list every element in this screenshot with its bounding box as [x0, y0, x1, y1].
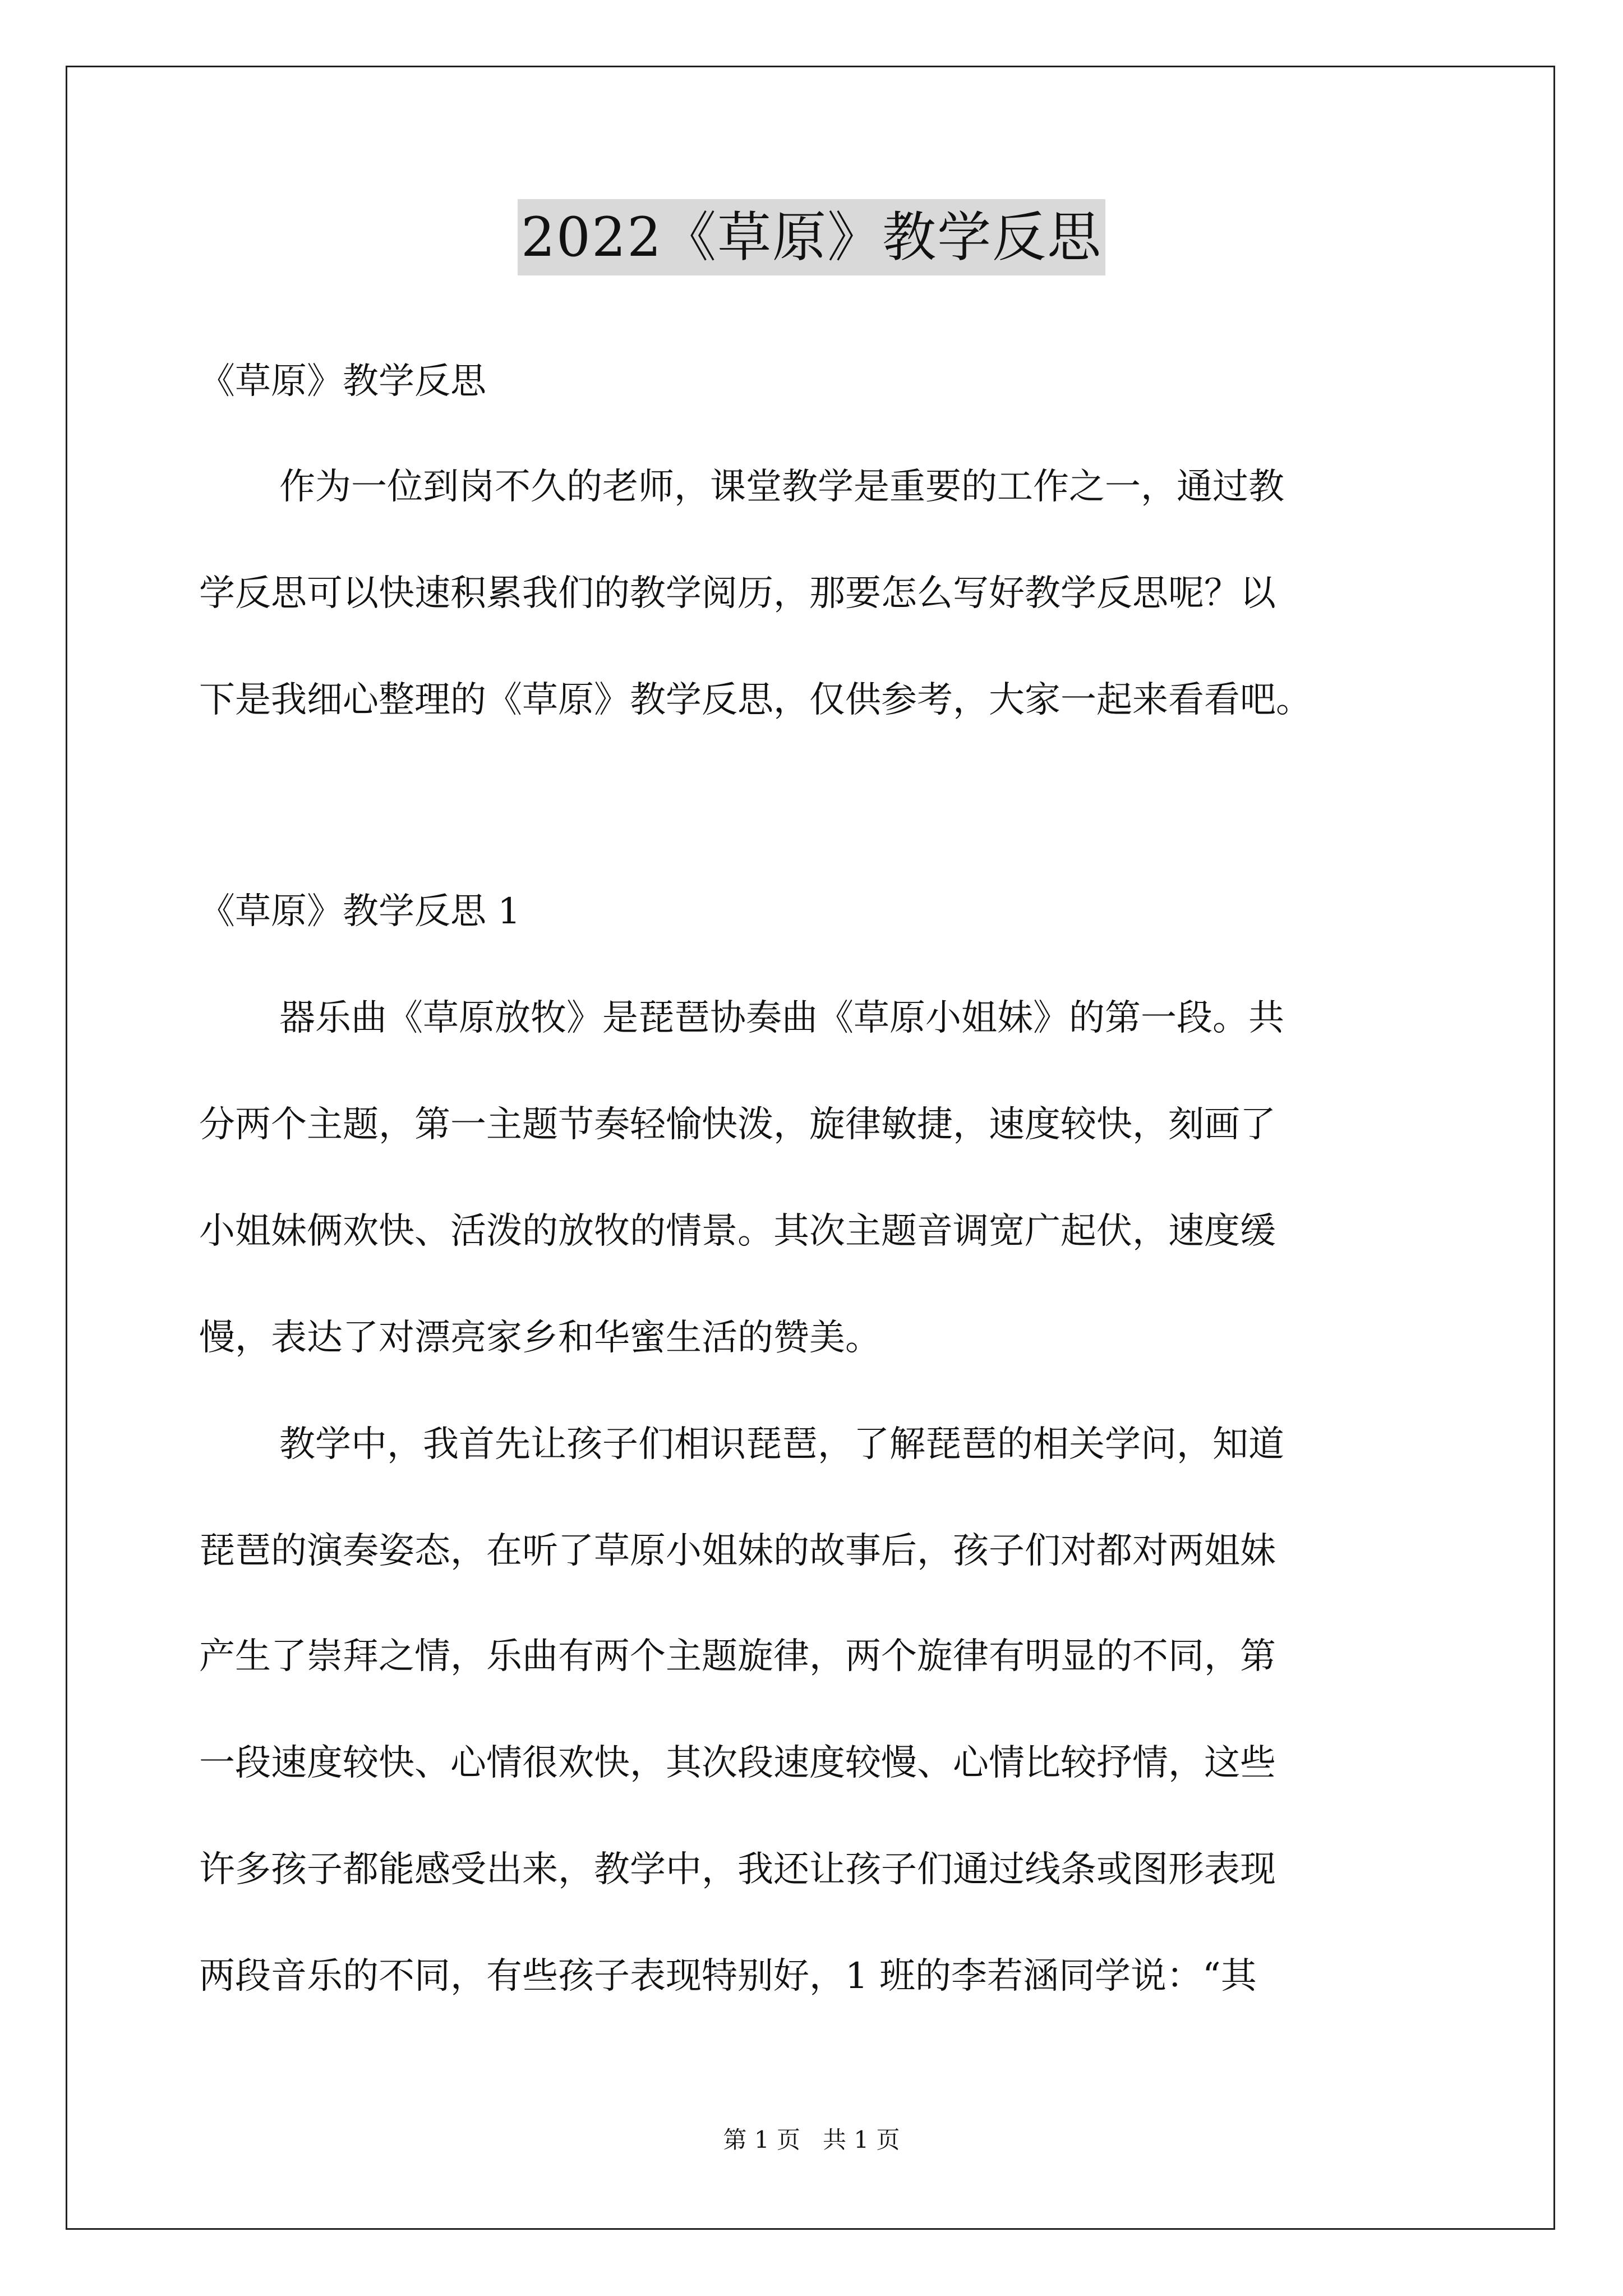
paragraph2-line: 教学中，我首先让孩子们相识琵琶，了解琵琶的相关学问，知道	[279, 1424, 1284, 1465]
intro-line: 学反思可以快速积累我们的教学阅历，那要怎么写好教学反思呢？以	[199, 573, 1276, 614]
page-footer: 第 1 页 共 1 页	[723, 2126, 900, 2154]
paragraph2-line: 许多孩子都能感受出来，教学中，我还让孩子们通过线条或图形表现	[199, 1849, 1276, 1890]
paragraph2-line: 一段速度较快、心情很欢快，其次段速度较慢、心情比较抒情，这些	[199, 1742, 1276, 1784]
document-subtitle: 《草原》教学反思	[199, 361, 486, 402]
document-title: 2022《草原》教学反思	[518, 199, 1105, 275]
paragraph2-line: 产生了崇拜之情，乐曲有两个主题旋律，两个旋律有明显的不同，第	[199, 1636, 1276, 1677]
intro-line: 作为一位到岗不久的老师，课堂教学是重要的工作之一，通过教	[279, 466, 1284, 508]
intro-line: 下是我细心整理的《草原》教学反思，仅供参考，大家一起来看看吧。	[199, 679, 1312, 721]
paragraph2-line: 两段音乐的不同，有些孩子表现特别好，1 班的李若涵同学说：“其	[199, 1955, 1257, 1997]
title-container	[0, 199, 1623, 275]
paragraph1-line: 小姐妹俩欢快、活泼的放牧的情景。其次主题音调宽广起伏，速度缓	[199, 1211, 1276, 1252]
paragraph1-line: 分两个主题，第一主题节奏轻愉快泼，旋律敏捷，速度较快，刻画了	[199, 1104, 1276, 1145]
paragraph1-line: 慢，表达了对漂亮家乡和华蜜生活的赞美。	[199, 1317, 881, 1359]
paragraph1-line: 器乐曲《草原放牧》是琵琶协奏曲《草原小姐妹》的第一段。共	[279, 997, 1284, 1039]
paragraph2-line: 琵琶的演奏姿态，在听了草原小姐妹的故事后，孩子们对都对两姐妹	[199, 1530, 1276, 1572]
section-heading: 《草原》教学反思 1	[199, 891, 521, 932]
